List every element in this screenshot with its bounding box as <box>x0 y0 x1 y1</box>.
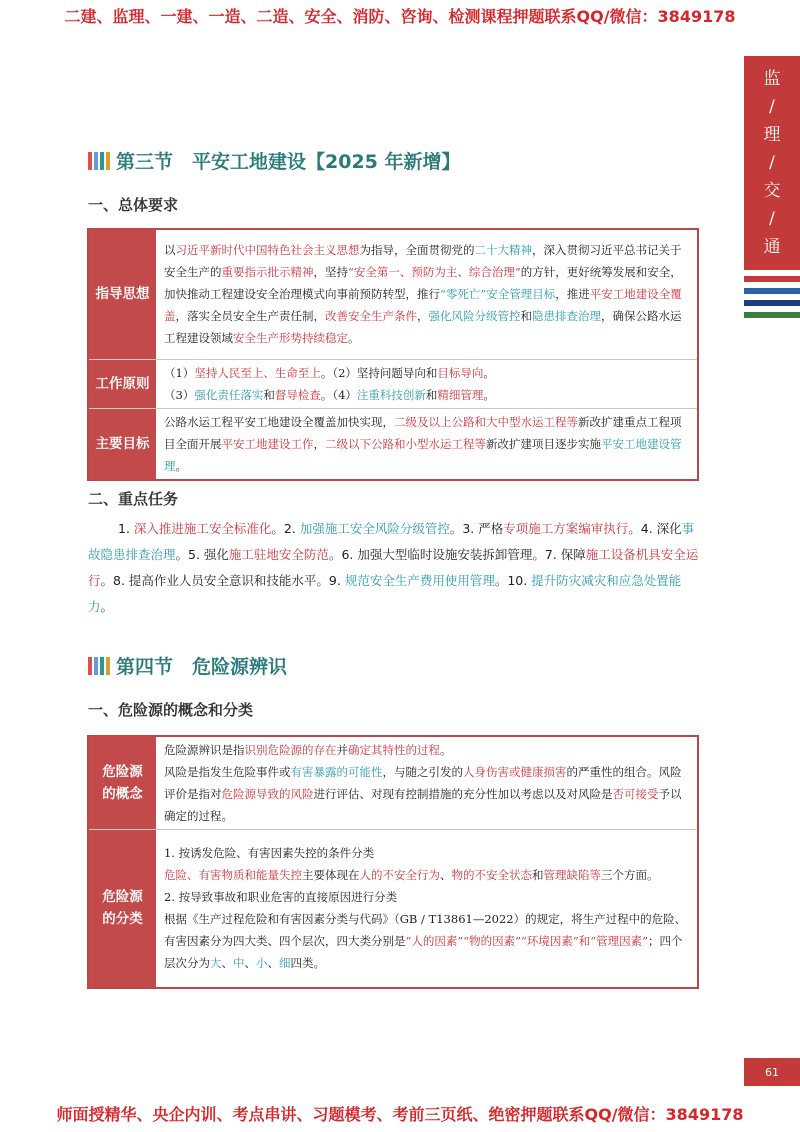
title-bars-icon <box>88 657 110 675</box>
section3-title <box>88 147 461 174</box>
task-paragraph: 1. 深入推进施工安全标准化。2. 加强施工安全风险分级管控。3. 严格专项施工方案编审执行。4. 深化事故隐患排查治理。5. 强化施工驻地安全防范。6. 加强大型临时设施安装拆卸管理。7. 保障施工设备机具安全运行。8. 提高作业人员安全意识和技能水平。9. 规范安全生产费用使用管理。10. 提升防灾减灾和应急处置能力。 <box>88 521 699 614</box>
side-tab-char: / <box>769 96 775 117</box>
side-tab-char: / <box>769 152 775 173</box>
table-row <box>88 359 698 408</box>
section3-title-text: 第三节 平安工地建设【2025 年新增】 <box>116 151 461 173</box>
section3-sub2: 二、重点任务 <box>88 490 179 508</box>
row-content: 以习近平新时代中国特色社会主义思想为指导，全面贯彻党的二十大精神，深入贯彻习近平总书记关于安全生产的重要指示批示精神，坚持“安全第一、预防为主、综合治理”的方针，更好统筹发展和安全，加快推动工程建设安全治理模式向事前预防转型，推行“零死亡”安全管理目标，推进平安工地建设全覆盖，落实全员安全生产责任制，改善安全生产条件，强化风险分级管控和隐患排查治理，确保公路水运工程建设领域安全生产形势持续稳定。 <box>156 229 698 359</box>
side-tab-char: / <box>769 209 775 230</box>
table-row <box>88 736 698 830</box>
stripe-green <box>744 312 800 318</box>
row-label: 指导思想 <box>88 229 156 359</box>
stripe-red <box>744 276 800 282</box>
bottom-banner: 师面授精华、央企内训、考点串讲、习题模考、考前三页纸、绝密押题联系QQ/微信：3849178 <box>56 1105 744 1124</box>
table-row <box>88 229 698 359</box>
page-number: 61 <box>744 1058 800 1086</box>
row-label: 工作原则 <box>88 359 156 408</box>
side-stripes <box>744 276 800 324</box>
side-tab-char: 理 <box>763 124 781 145</box>
row-content: 危险源辨识是指识别危险源的存在并确定其特性的过程。 风险是指发生危险事件或有害暴露的可能性，与随之引发的人身伤害或健康损害的严重性的组合。风险评价是指对危险源导致的风险进行评估、对现有控制措施的充分性加以考虑以及对风险是否可接受予以确定的过程。 <box>156 736 698 830</box>
row-content: 公路水运工程平安工地建设全覆盖加快实现，二级及以上公路和大中型水运工程等新改扩建重点工程项目全面开展平安工地建设工作，二级以下公路和小型水运工程等新改扩建项目逐步实施平安工地建设管理。 <box>164 414 682 473</box>
top-banner: 二建、监理、一建、一造、二造、安全、消防、咨询、检测课程押题联系QQ/微信：3849178 <box>64 7 736 26</box>
row-content <box>156 359 698 408</box>
section4-table <box>87 735 699 989</box>
side-tab-char: 通 <box>763 237 781 258</box>
principle-line-1: （1）坚持人民至上、生命至上。（2）坚持问题导向和目标导向。 <box>164 365 495 380</box>
section4-title-text: 第四节 危险源辨识 <box>116 656 288 678</box>
row-label: 危险源 的概念 <box>88 736 156 830</box>
table-row <box>88 830 698 988</box>
side-tab-char: 交 <box>763 181 781 202</box>
section3-sub1: 一、总体要求 <box>88 196 179 214</box>
row-content: 1. 按诱发危险、有害因素失控的条件分类 危险、有害物质和能量失控主要体现在人的不安全行为、物的不安全状态和管理缺陷等三个方面。 2. 按导致事故和职业危害的直接原因进行分类 根据《生产过程危险和有害因素分类与代码》（GB / T13861—2022）的规定，将生产过程中的危险、有害因素分为四大类、四个层次，四大类分别是“人的因素”“物的因素”“环境因素”和“管理因素”；四个层次分为大、中、小、细四类。 <box>164 846 687 971</box>
stripe-blue <box>744 288 800 294</box>
table-row <box>88 408 698 480</box>
row-label: 主要目标 <box>88 408 156 480</box>
row-label: 危险源 的分类 <box>88 830 156 988</box>
section3-table <box>87 228 699 481</box>
principle-line-2: （3）强化责任落实和督导检查。（4）注重科技创新和精细管理。 <box>164 387 495 402</box>
title-bars-icon <box>88 152 110 170</box>
section4-sub1: 一、危险源的概念和分类 <box>88 701 254 719</box>
section4-title <box>88 652 287 679</box>
stripe-navy <box>744 300 800 306</box>
side-tab-char: 监 <box>763 68 781 89</box>
side-tab <box>744 56 800 270</box>
